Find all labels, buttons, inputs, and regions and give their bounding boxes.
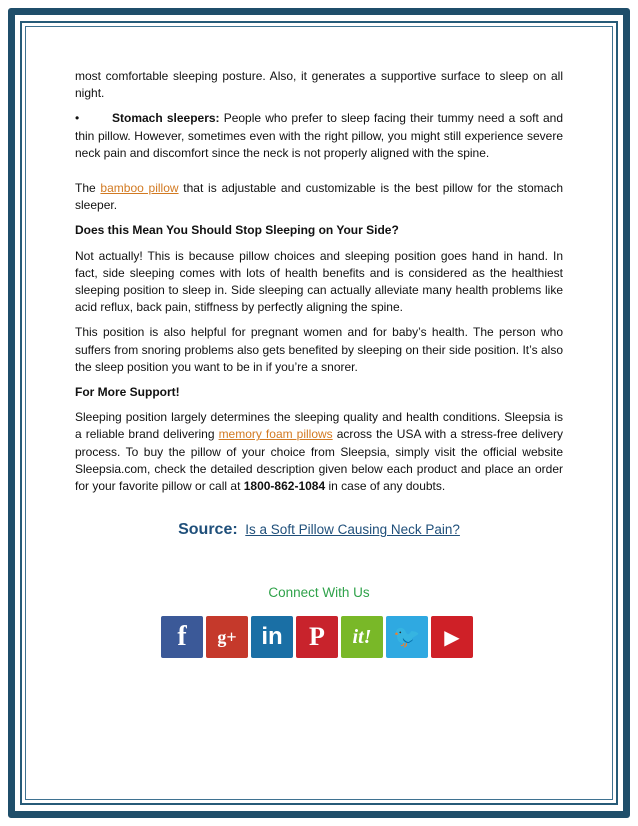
- connect-title: Connect With Us: [268, 585, 370, 600]
- bullet-label: Stomach sleepers:: [112, 111, 220, 126]
- google-plus-icon[interactable]: g+: [206, 616, 248, 658]
- paragraph: Not actually! This is because pillow choices and sleeping position goes hand in hand. In fact, side sleeping comes with lots of health benefits and is considered as the healthiest sleeping position to sleep in. Side sleeping can actually alleviate many health problems like acid reflux, back pain, stiffness by perfectly aligning the spine.: [75, 248, 563, 315]
- twitter-icon[interactable]: 🐦: [386, 616, 428, 658]
- section-heading: Does this Mean You Should Stop Sleeping on Your Side?: [75, 223, 399, 238]
- facebook-icon[interactable]: f: [161, 616, 203, 658]
- text: that is adjustable and customizable is the best pillow for the stomach sleeper.: [75, 181, 563, 213]
- source-label: Source:: [178, 521, 238, 538]
- paragraph: most comfortable sleeping posture. Also, it generates a supportive surface to sleep on all night.: [75, 69, 563, 101]
- source-line: [0, 521, 638, 539]
- youtube-icon[interactable]: ▶: [431, 616, 473, 658]
- bullet-paragraph: [75, 110, 563, 162]
- bullet: •: [75, 111, 80, 126]
- paragraph: [75, 180, 563, 214]
- text: The: [75, 181, 101, 196]
- paragraph: This position is also helpful for pregnant women and for baby’s health. The person who suffers from snoring problems also gets benefited by sleeping on their side position. It’s also the sleep position you want to be in if you’re a snorer.: [75, 325, 563, 374]
- phone-number: 1800-862-1084: [243, 479, 326, 494]
- memory-foam-pillows-link[interactable]: memory foam pillows: [218, 427, 333, 442]
- scoopit-icon[interactable]: it!: [341, 616, 383, 658]
- bamboo-pillow-link[interactable]: bamboo pillow: [100, 181, 179, 196]
- pinterest-icon[interactable]: P: [296, 616, 338, 658]
- bullet-text: People who prefer to sleep facing their tummy need a soft and thin pillow. However, sometimes even with the right pillow, you might still experience severe neck pain and discomfort since the neck is not properly aligned with the spine.: [75, 111, 563, 160]
- paragraph: [75, 409, 563, 495]
- text: across the USA with a stress-free delivery process. To buy the pillow of your choice from Sleepsia, simply visit the official website Sleepsia.com, check the detailed description given below each product and place an order for your favorite pillow or call at: [75, 427, 563, 494]
- article-body: [75, 68, 563, 503]
- text: Sleeping position largely determines the sleeping quality and health conditions. Sleepsia is a reliable brand delivering: [75, 410, 563, 442]
- linkedin-icon[interactable]: in: [251, 616, 293, 658]
- text: in case of any doubts.: [325, 479, 446, 494]
- section-heading: For More Support!: [75, 385, 180, 400]
- source-link[interactable]: Is a Soft Pillow Causing Neck Pain?: [245, 522, 460, 537]
- social-icons: [161, 616, 473, 658]
